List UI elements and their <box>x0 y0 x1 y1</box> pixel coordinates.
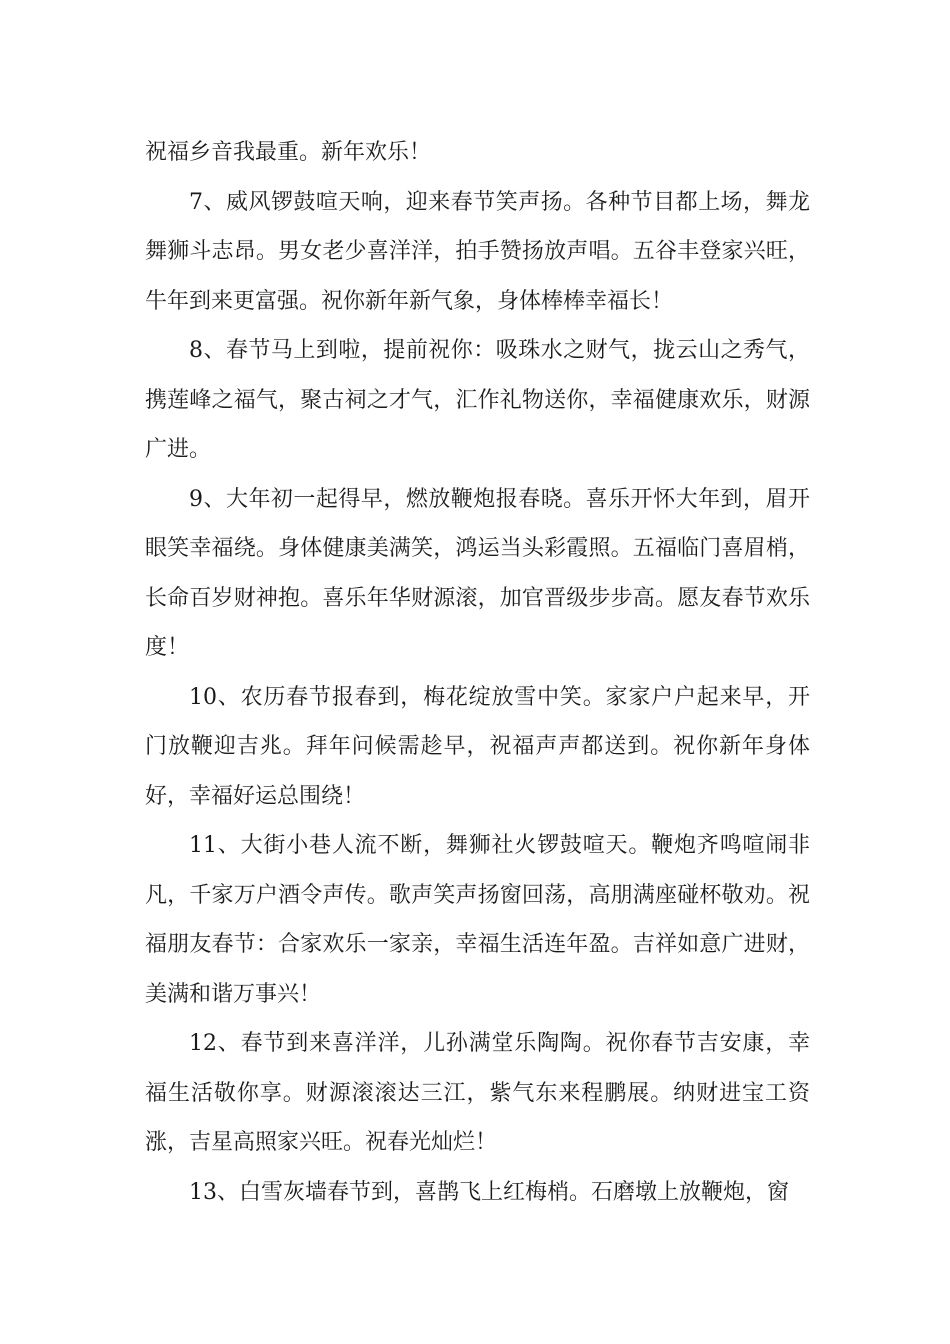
paragraph-greeting-11: 11、大街小巷人流不断，舞狮社火锣鼓喧天。鞭炮齐鸣喧闹非凡，千家万户酒令声传。歌声笑声扬窗回荡，高朋满座碰杯敬劝。祝福朋友春节：合家欢乐一家亲，幸福生活连年盈。吉祥如意广进财，美满和谐万事兴！ <box>145 833 810 1007</box>
paragraph-continuation: 祝福乡音我最重。新年欢乐！ <box>145 140 432 165</box>
paragraph-greeting-7: 7、威风锣鼓喧天响，迎来春节笑声扬。各种节目都上场，舞龙舞狮斗志昂。男女老少喜洋洋，拍手赞扬放声唱。五谷丰登家兴旺，牛年到来更富强。祝你新年新气象，身体棒棒幸福长！ <box>145 189 810 314</box>
paragraph-greeting-13: 13、白雪灰墙春节到，喜鹊飞上红梅梢。石磨墩上放鞭炮，窗 <box>189 1179 789 1205</box>
paragraph-greeting-9: 9、大年初一起得早，燃放鞭炮报春晓。喜乐开怀大年到，眉开眼笑幸福绕。身体健康美满笑，鸿运当头彩霞照。五福临门喜眉梢，长命百岁财神抱。喜乐年华财源滚，加官晋级步步高。愿友春节欢乐度！ <box>145 486 810 660</box>
paragraph-greeting-8: 8、春节马上到啦，提前祝你：吸珠水之财气，拢云山之秀气，携莲峰之福气，聚古祠之才气，汇作礼物送你，幸福健康欢乐，财源广进。 <box>145 338 810 462</box>
document-body <box>145 128 810 1217</box>
paragraph-greeting-12: 12、春节到来喜洋洋，儿孙满堂乐陶陶。祝你春节吉安康，幸福生活敬你享。财源滚滚达三江，紫气东来程鹏展。纳财进宝工资涨，吉星高照家兴旺。祝春光灿烂！ <box>145 1031 810 1155</box>
paragraph-greeting-10: 10、农历春节报春到，梅花绽放雪中笑。家家户户起来早，开门放鞭迎吉兆。拜年问候需趁早，祝福声声都送到。祝你新年身体好，幸福好运总围绕！ <box>145 684 810 809</box>
